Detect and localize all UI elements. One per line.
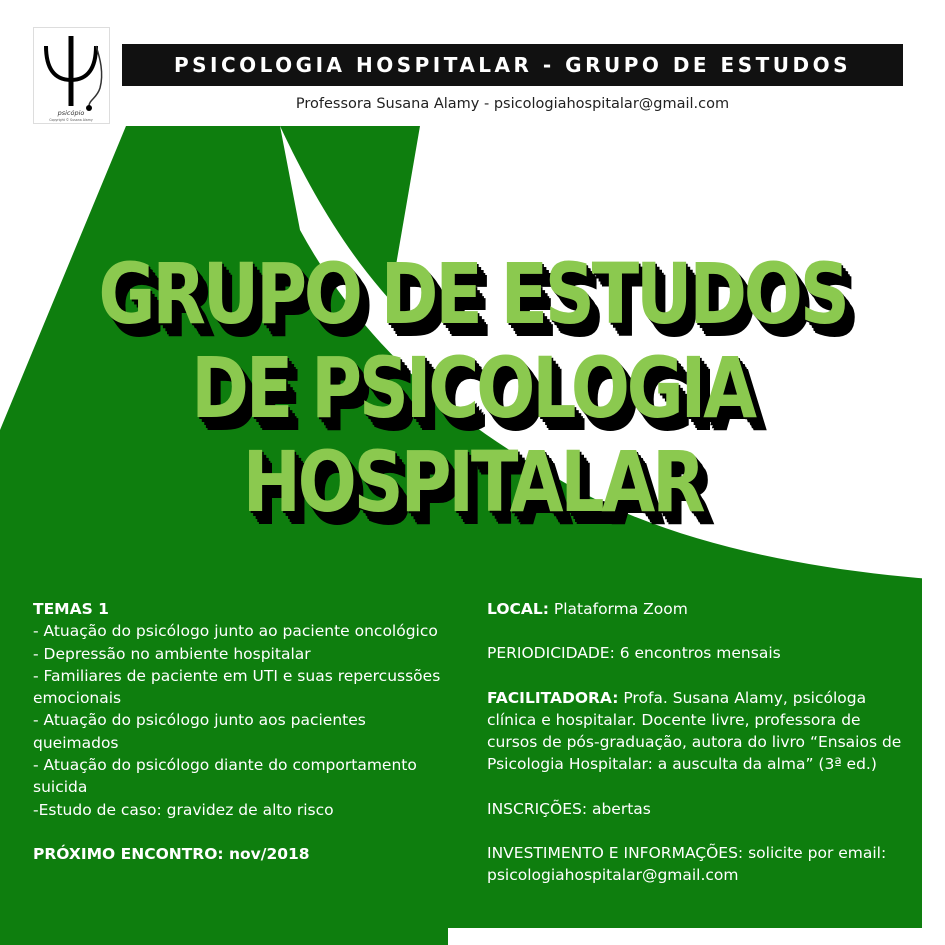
logo-text: psicópio — [57, 109, 85, 117]
header-title: PSICOLOGIA HOSPITALAR - GRUPO DE ESTUDOS — [173, 53, 852, 77]
proximo-encontro: PRÓXIMO ENCONTRO: nov/2018 — [33, 844, 310, 863]
tema-item: -Estudo de caso: gravidez de alto risco — [33, 800, 334, 819]
logo — [33, 27, 110, 124]
tema-item: - Atuação do psicólogo junto aos pacientes queimados — [33, 711, 366, 752]
temas-label: TEMAS 1 — [33, 600, 109, 618]
left-column — [33, 598, 443, 865]
main-title — [0, 247, 945, 529]
header-title-bar — [122, 44, 903, 86]
bottom-strip-white — [448, 928, 945, 945]
facilitadora-info — [487, 687, 907, 776]
investimento-info: INVESTIMENTO E INFORMAÇÕES: solicite por email: psicologiahospitalar@gmail.com — [487, 844, 887, 885]
facilitadora-label: FACILITADORA: — [487, 688, 619, 707]
tema-item: - Familiares de paciente em UTI e suas repercussões emocionais — [33, 666, 441, 708]
local-info — [487, 598, 907, 620]
tema-item: - Atuação do psicólogo junto ao paciente oncológico — [33, 622, 438, 641]
tema-item: - Depressão no ambiente hospitalar — [33, 644, 311, 663]
main-title-line-2: DE PSICOLOGIA — [191, 339, 754, 437]
bottom-right-white — [922, 560, 945, 945]
logo-copyright: Copyright © Susana Alamy — [49, 118, 93, 122]
main-title-line-1: GRUPO DE ESTUDOS — [98, 245, 847, 343]
periodicidade-info: PERIODICIDADE: 6 encontros mensais — [487, 644, 781, 663]
main-title-line-3: HOSPITALAR — [242, 433, 703, 531]
local-value: Plataforma Zoom — [548, 600, 688, 618]
header-subtitle: Professora Susana Alamy - psicologiahospitalar@gmail.com — [295, 96, 730, 112]
tema-item: - Atuação do psicólogo diante do comportamento suicida — [33, 756, 417, 797]
psi-stethoscope-icon — [46, 36, 102, 111]
facilitadora-value: Profa. Susana Alamy, psicóloga clínica e hospitalar. Docente livre, professora de cursos de pós-graduação, autora do livro “Ensaios de Psicologia Hospitalar: a ausculta da alma” (3ª ed.) — [487, 688, 902, 774]
right-column — [487, 598, 907, 887]
local-label: LOCAL: — [487, 600, 549, 618]
inscricoes-info: INSCRIÇÕES: abertas — [487, 799, 651, 818]
